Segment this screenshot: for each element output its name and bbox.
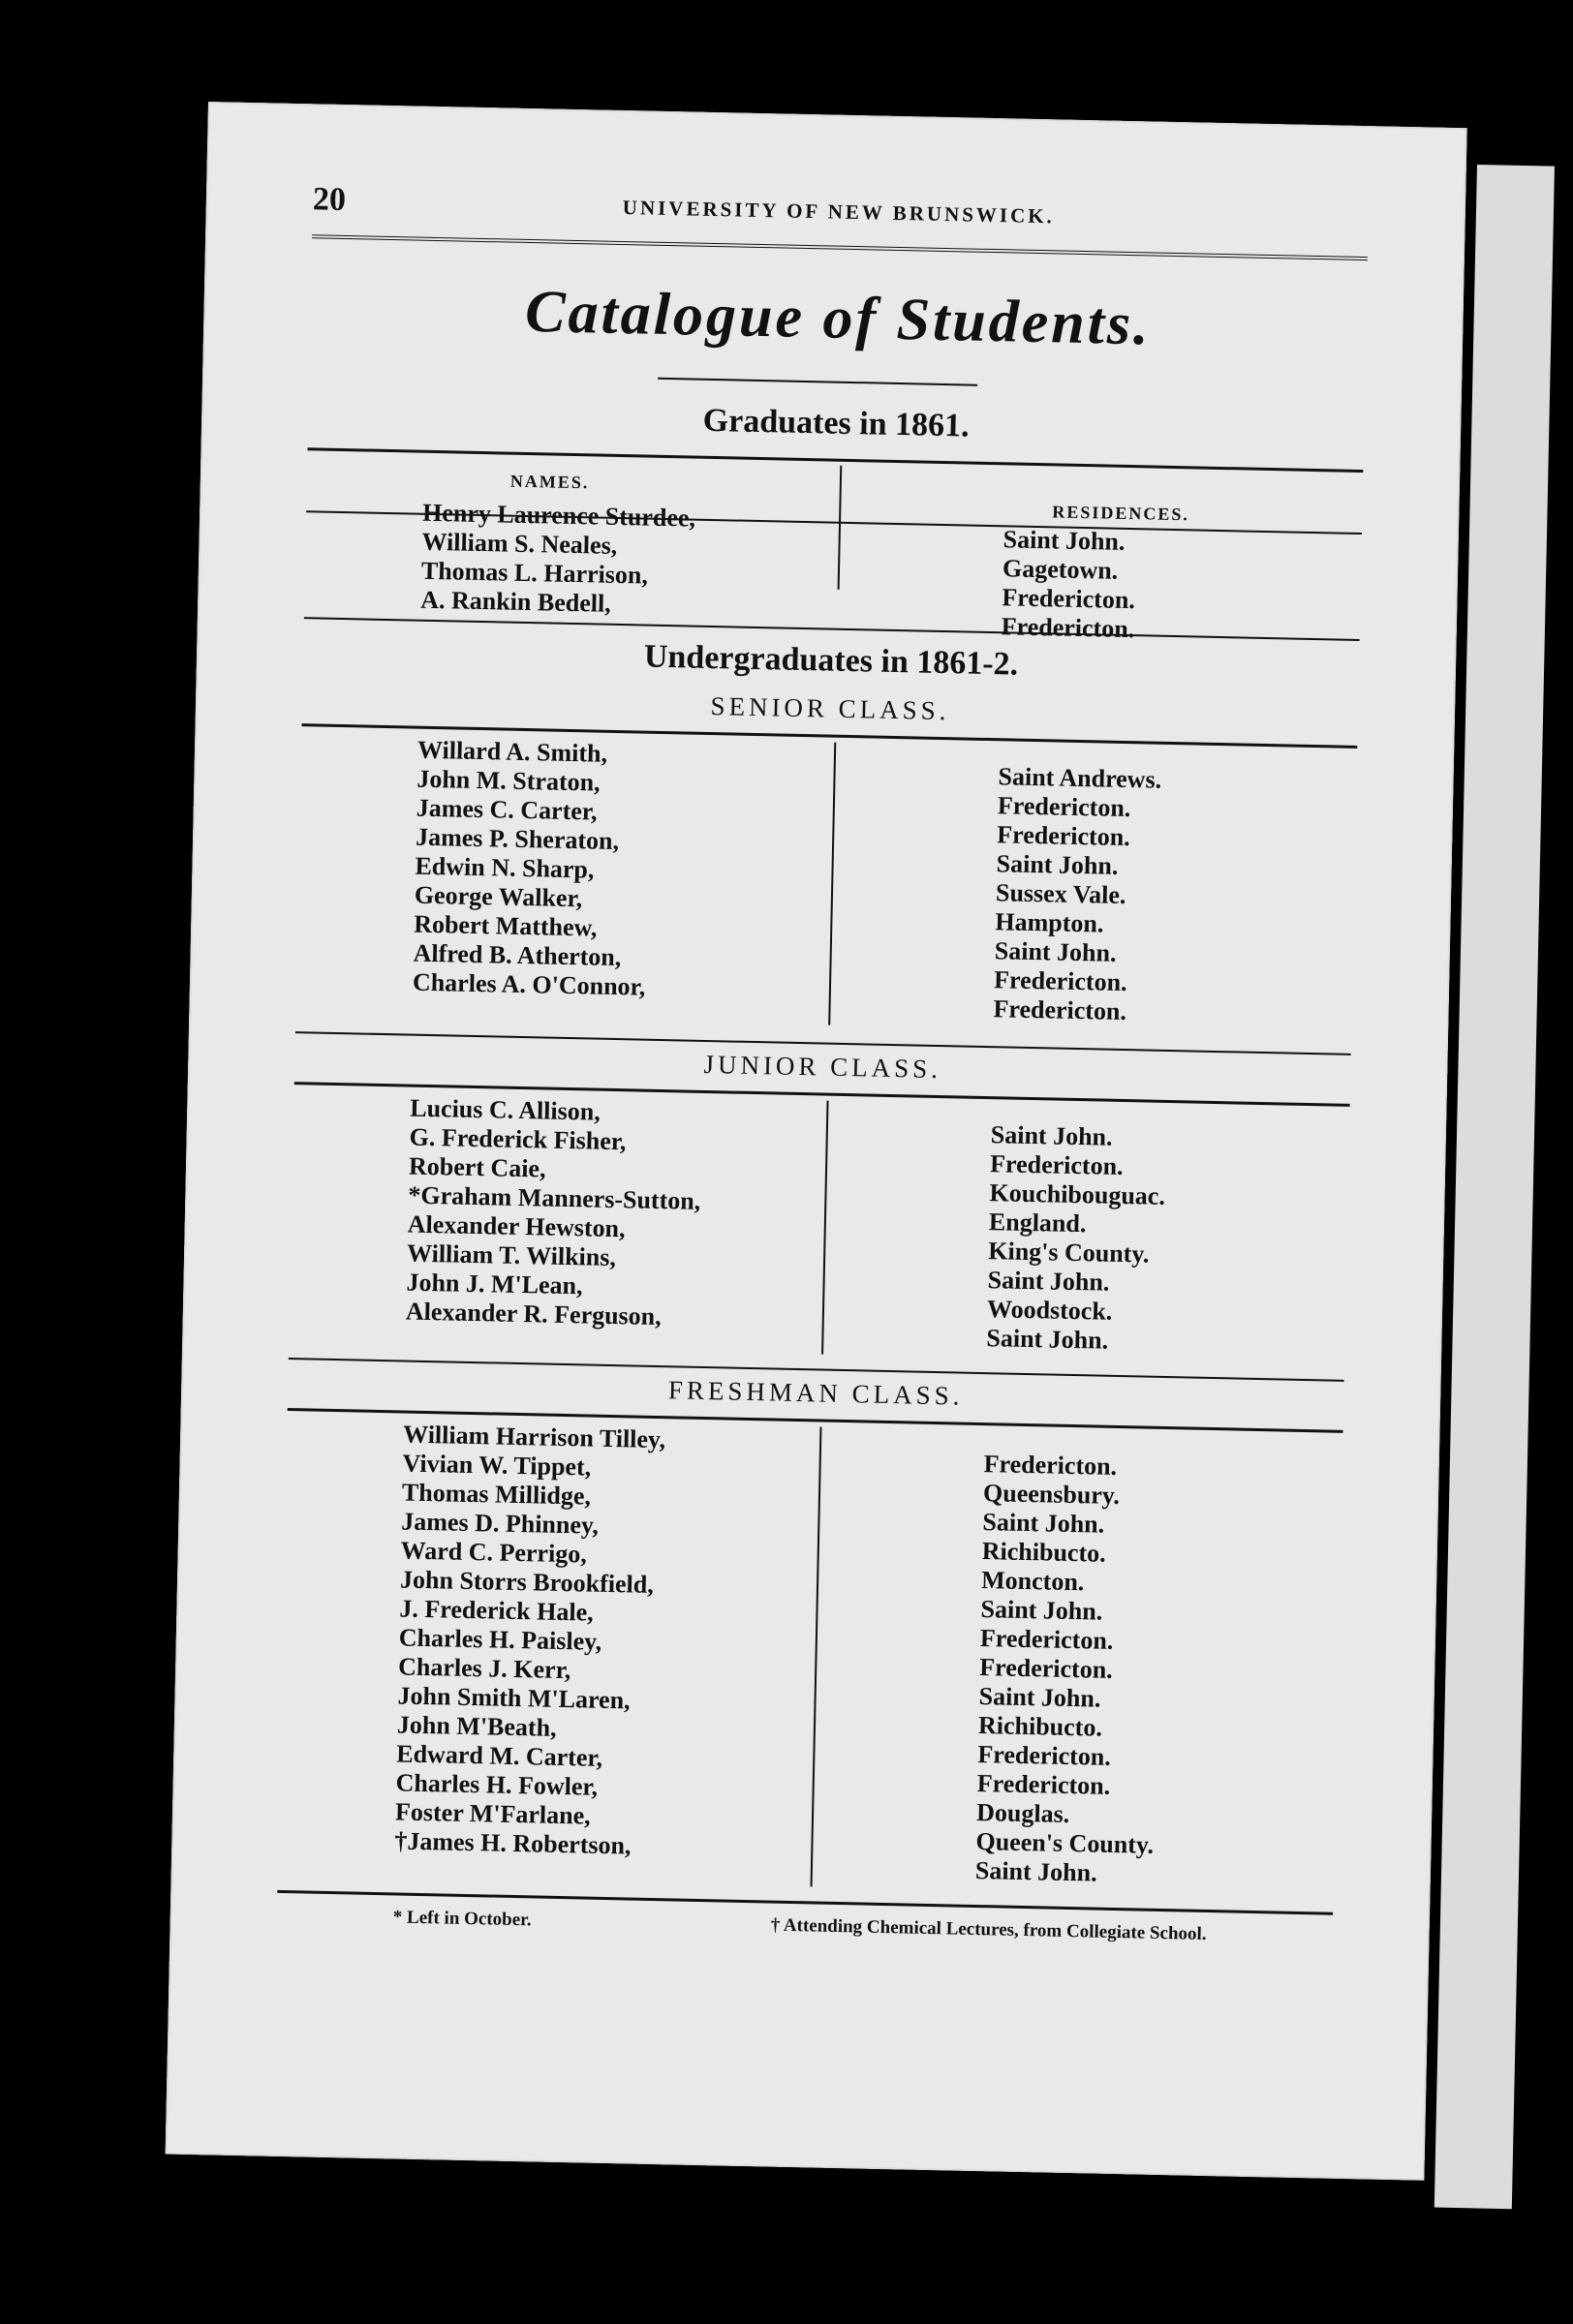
senior-student-name: George Walker, <box>414 880 583 913</box>
names-column-header: NAMES. <box>509 471 590 493</box>
graduate-name: William S. Neales, <box>421 527 618 560</box>
senior-student-name: Charles A. O'Connor, <box>412 967 646 1001</box>
senior-student-name: James C. Carter, <box>416 793 598 826</box>
junior-student-residence: Saint John. <box>987 1266 1110 1297</box>
graduate-residence: Fredericton. <box>1002 583 1136 615</box>
freshman-student-name: William Harrison Tilley, <box>402 1420 666 1454</box>
senior-column-divider <box>828 743 836 1025</box>
graduate-residence: Fredericton. <box>1001 612 1135 644</box>
junior-residences-list <box>986 1120 1166 1357</box>
graduates-residences-list <box>1002 525 1137 644</box>
senior-student-residence: Fredericton. <box>993 994 1127 1026</box>
senior-student-residence: Sussex Vale. <box>995 878 1126 910</box>
senior-student-residence: Saint Andrews. <box>998 762 1162 794</box>
senior-student-residence: Fredericton. <box>997 791 1131 823</box>
title-rule <box>658 378 977 386</box>
freshman-student-residence: Saint John. <box>974 1855 1097 1887</box>
freshman-student-residence: Queen's County. <box>975 1826 1155 1859</box>
junior-student-name: John J. M'Lean, <box>406 1268 583 1300</box>
freshman-student-name: John Storrs Brookfield, <box>399 1565 655 1599</box>
freshman-student-residence: Moncton. <box>980 1566 1085 1597</box>
junior-student-name: Robert Caie, <box>408 1151 546 1183</box>
junior-student-residence: England. <box>988 1208 1087 1238</box>
running-head: UNIVERSITY OF NEW BRUNSWICK. <box>622 195 1056 229</box>
freshman-student-name: John Smith M'Laren, <box>397 1681 631 1715</box>
graduate-name: Thomas L. Harrison, <box>420 556 649 590</box>
freshman-names-list <box>394 1421 665 1862</box>
freshman-student-residence: Saint John. <box>978 1682 1101 1713</box>
junior-student-name: G. Frederick Fisher, <box>409 1122 627 1156</box>
freshman-student-residence: Fredericton. <box>977 1740 1112 1771</box>
senior-student-residence: Hampton. <box>995 907 1104 938</box>
senior-student-name: Alfred B. Atherton, <box>413 938 622 972</box>
graduates-names-list <box>420 499 695 621</box>
junior-student-name: Alexander R. Ferguson, <box>405 1297 662 1331</box>
junior-names-list <box>406 1094 703 1332</box>
graduates-heading: Graduates in 1861. <box>702 402 970 444</box>
freshman-column-divider <box>811 1427 822 1887</box>
page-title: Catalogue of Students. <box>524 278 1153 358</box>
catalogue-page <box>166 102 1467 2181</box>
freshman-student-residence: Saint John. <box>980 1595 1103 1626</box>
senior-student-name: Edwin N. Sharp, <box>415 851 595 884</box>
undergraduates-heading: Undergraduates in 1861-2. <box>643 638 1019 683</box>
junior-student-residence: Saint John. <box>986 1324 1109 1355</box>
page-number: 20 <box>312 181 347 218</box>
junior-student-name: Lucius C. Allison, <box>409 1093 601 1126</box>
graduate-residence: Gagetown. <box>1002 554 1119 585</box>
junior-student-name: Alexander Hewston, <box>407 1209 626 1243</box>
freshman-student-residence: Fredericton. <box>976 1769 1111 1800</box>
senior-residences-list <box>993 762 1161 1026</box>
junior-student-residence: Kouchibouguac. <box>989 1178 1166 1210</box>
senior-class-heading: SENIOR CLASS. <box>710 690 950 726</box>
junior-column-divider <box>821 1101 828 1355</box>
senior-names-list <box>413 736 651 1002</box>
freshman-student-name: Foster M'Farlane, <box>394 1797 592 1830</box>
junior-student-residence: Woodstock. <box>986 1295 1113 1326</box>
residences-column-header: RESIDENCES. <box>1052 502 1190 525</box>
junior-class-heading: JUNIOR CLASS. <box>703 1049 942 1085</box>
senior-student-name: Willard A. Smith, <box>416 735 608 768</box>
freshman-student-name: Ward C. Perrigo, <box>400 1536 588 1569</box>
freshman-student-residence: Fredericton. <box>983 1450 1118 1481</box>
freshman-student-residence: Fredericton. <box>979 1653 1114 1684</box>
junior-student-name: *Graham Manners-Sutton, <box>408 1180 701 1215</box>
graduate-name: A. Rankin Bedell, <box>419 585 612 618</box>
freshman-student-name: Edward M. Carter, <box>396 1739 603 1772</box>
graduate-name: Henry Laurence Sturdee, <box>421 498 696 533</box>
freshman-student-residence: Queensbury. <box>982 1479 1121 1511</box>
freshman-student-name: James D. Phinney, <box>401 1507 600 1540</box>
junior-student-residence: Saint John. <box>990 1120 1113 1151</box>
senior-student-residence: Fredericton. <box>993 965 1127 997</box>
footnote-chemical-lectures: † Attending Chemical Lectures, from Collegiate School. <box>770 1914 1207 1944</box>
freshman-student-name: Charles H. Paisley, <box>398 1623 602 1656</box>
freshman-class-heading: FRESHMAN CLASS. <box>667 1375 964 1411</box>
freshman-student-residence: Douglas. <box>975 1798 1070 1829</box>
freshman-student-name: †James H. Robertson, <box>394 1826 632 1860</box>
freshman-residences-list <box>975 1450 1162 1889</box>
footnote-left-in-october: * Left in October. <box>392 1907 532 1931</box>
senior-student-name: James P. Sheraton, <box>415 822 620 856</box>
page-header <box>312 181 1369 242</box>
senior-student-name: John M. Straton, <box>416 764 601 797</box>
senior-student-residence: Saint John. <box>996 849 1119 880</box>
freshman-student-name: Charles H. Fowler, <box>395 1768 599 1801</box>
freshman-student-name: J. Frederick Hale, <box>399 1594 594 1627</box>
freshman-student-residence: Fredericton. <box>979 1624 1114 1655</box>
graduates-column-divider <box>838 466 843 590</box>
freshman-student-residence: Richibucto. <box>977 1711 1103 1742</box>
graduates-top-rule <box>307 447 1363 473</box>
freshman-student-name: John M'Beath, <box>396 1710 557 1742</box>
graduate-residence: Saint John. <box>1002 525 1126 556</box>
freshman-student-name: Vivian W. Tippet, <box>402 1449 592 1482</box>
senior-student-residence: Saint John. <box>994 936 1117 967</box>
freshman-student-name: Thomas Millidge, <box>401 1478 592 1511</box>
freshman-student-name: Charles J. Kerr, <box>397 1652 571 1685</box>
junior-student-name: William T. Wilkins, <box>406 1238 617 1272</box>
senior-student-name: Robert Matthew, <box>413 909 598 942</box>
junior-student-residence: King's County. <box>988 1237 1150 1269</box>
junior-student-residence: Fredericton. <box>989 1149 1124 1181</box>
freshman-student-residence: Saint John. <box>982 1508 1105 1539</box>
senior-student-residence: Fredericton. <box>997 820 1131 852</box>
freshman-student-residence: Richibucto. <box>981 1537 1106 1568</box>
